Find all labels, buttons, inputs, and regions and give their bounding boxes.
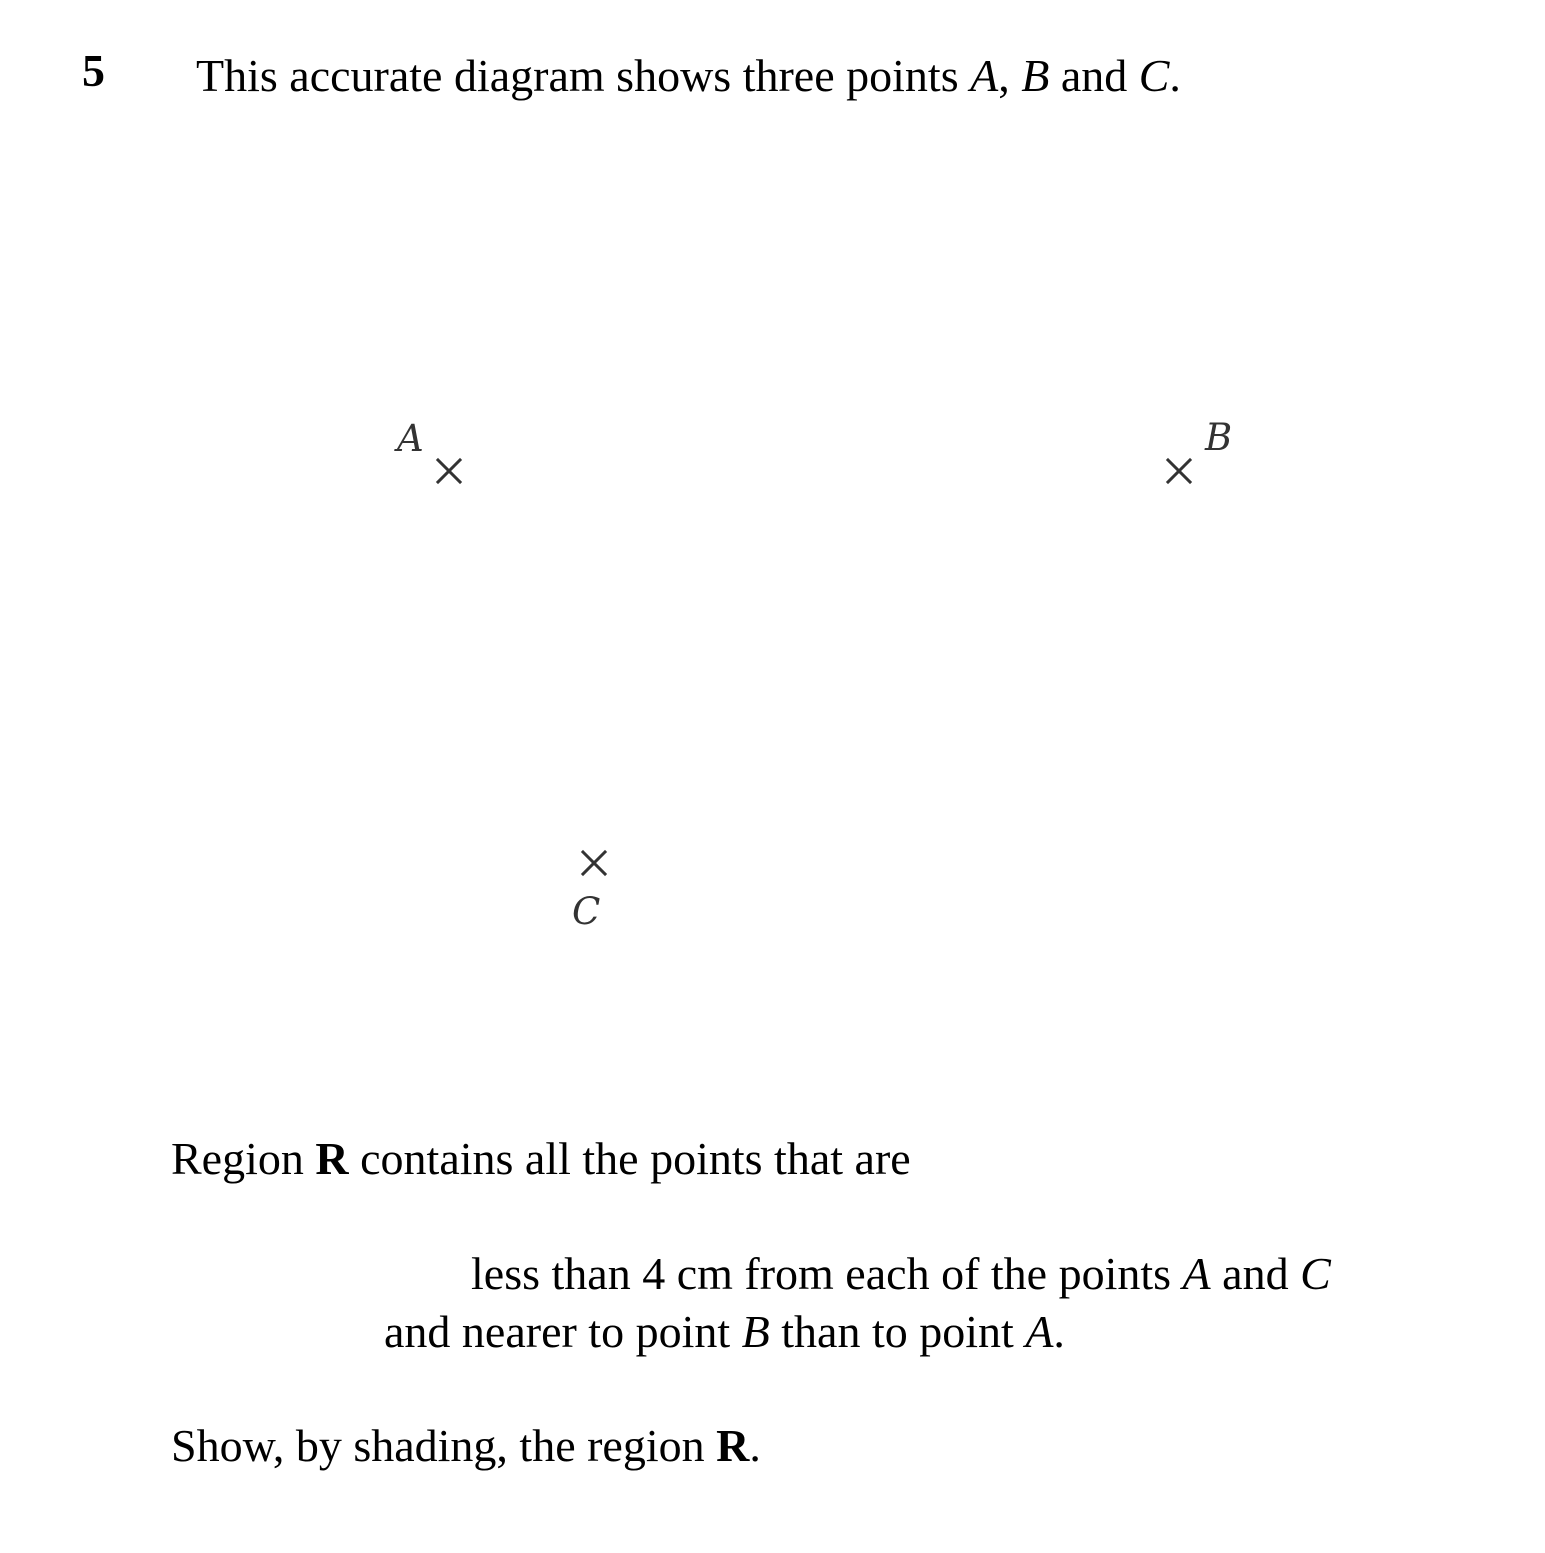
point-b-label: B	[1205, 416, 1233, 459]
point-c	[572, 852, 605, 933]
region-text: Region	[171, 1133, 316, 1184]
intro-point-c: C	[1138, 50, 1170, 101]
intro-point-b: B	[1021, 50, 1050, 101]
condition-point-a: A	[1182, 1248, 1211, 1299]
region-text-rest: contains all the points that are	[348, 1133, 911, 1184]
condition-point-c: C	[1300, 1248, 1331, 1299]
region-r-label: R	[315, 1133, 349, 1184]
question-number: 5	[82, 45, 105, 96]
condition-nearer-text-rest: than to point	[769, 1306, 1026, 1357]
point-c-cross-icon	[583, 852, 605, 874]
point-c-label: C	[572, 890, 601, 933]
intro-period: .	[1169, 50, 1181, 101]
point-b	[1168, 416, 1232, 482]
condition-and: and	[1210, 1248, 1301, 1299]
intro-separator: ,	[998, 50, 1022, 101]
point-a	[394, 417, 460, 482]
condition-nearer	[384, 1306, 1065, 1357]
point-a-label: A	[397, 417, 424, 460]
intro-text: This accurate diagram shows three points	[196, 50, 971, 101]
condition-nearer-text: and nearer to point	[384, 1306, 742, 1357]
intro-and: and	[1049, 50, 1139, 101]
region-description	[171, 1133, 911, 1184]
shading-instruction	[171, 1420, 761, 1471]
point-b-cross-icon	[1168, 460, 1190, 482]
condition-period: .	[1053, 1306, 1065, 1357]
instruction-period: .	[749, 1420, 761, 1471]
instruction-r-label: R	[716, 1420, 750, 1471]
point-a-cross-icon	[438, 460, 460, 482]
instruction-text: Show, by shading, the region	[171, 1420, 717, 1471]
condition-nearer-point-a: A	[1025, 1306, 1054, 1357]
condition-distance-text: less than 4 cm from each of the points	[471, 1248, 1183, 1299]
condition-point-b: B	[741, 1306, 770, 1357]
intro-point-a: A	[970, 50, 999, 101]
condition-distance	[471, 1248, 1331, 1299]
